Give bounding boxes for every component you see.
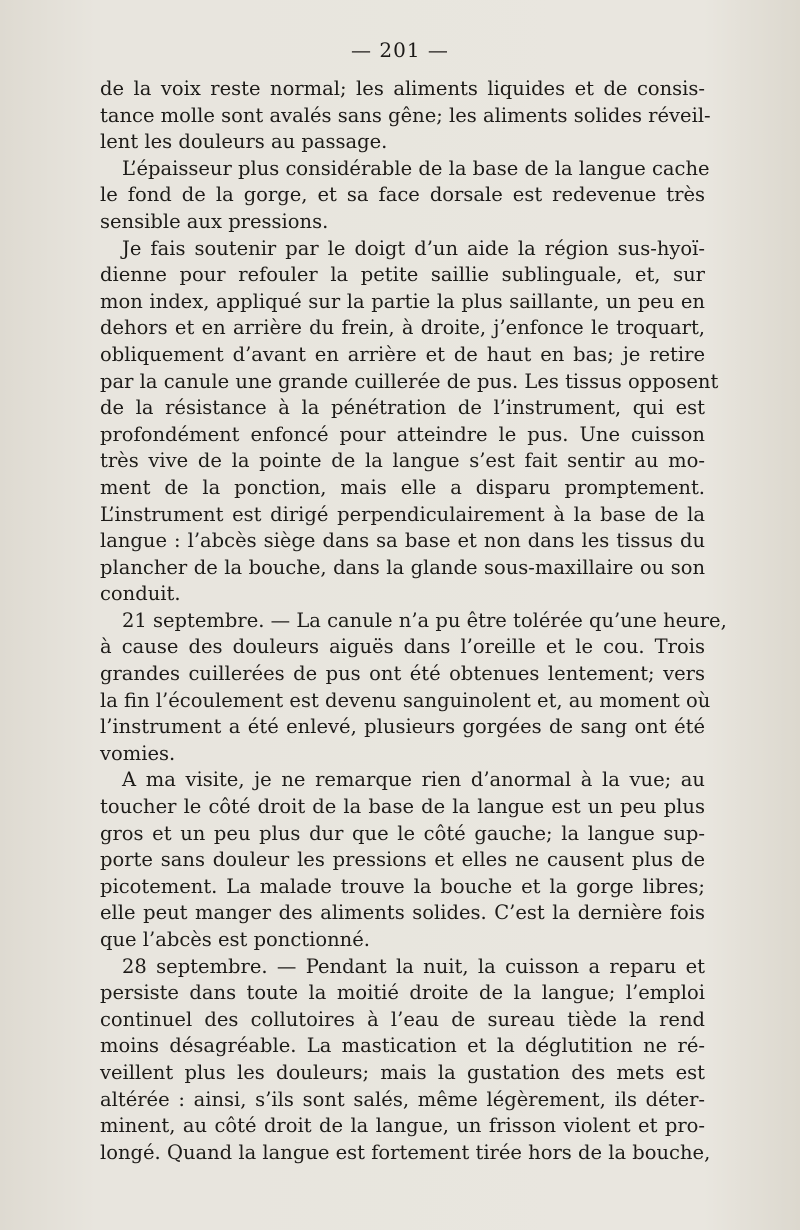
text-line: dienne pour refouler la petite saillie sublinguale, et, sur [100, 263, 705, 287]
text-line: plancher de la bouche, dans la glande sous-maxillaire ou son [100, 555, 705, 579]
text-line: l’instrument a été enlevé, plusieurs gorgées de sang ont été [100, 715, 705, 739]
paragraph [100, 76, 711, 156]
text-line: tance molle sont avalés sans gêne; les aliments solides réveil- [100, 103, 711, 127]
text-line: très vive de la pointe de la langue s’est fait sentir au mo- [100, 449, 705, 473]
text-line: veillent plus les douleurs; mais la gustation des mets est [100, 1060, 705, 1084]
text-line: langue : l’abcès siège dans sa base et non dans les tissus du [100, 529, 705, 553]
text-line: L’épaisseur plus considérable de la base de la langue cache [122, 156, 710, 180]
text-line: 21 septembre. — La canule n’a pu être tolérée qu’une heure, [122, 608, 727, 632]
text-line: vomies. [100, 741, 176, 765]
text-line: A ma visite, je ne remarque rien d’anormal à la vue; au [122, 768, 705, 792]
text-line: toucher le côté droit de la base de la langue est un peu plus [100, 795, 705, 819]
text-line: picotement. La malade trouve la bouche et la gorge libres; [100, 874, 705, 898]
page-body-text [100, 76, 727, 1166]
text-line: ment de la ponction, mais elle a disparu promptement. [100, 475, 705, 499]
text-line: que l’abcès est ponctionné. [100, 928, 370, 951]
text-line: persiste dans toute la moitié droite de la langue; l’emploi [100, 981, 705, 1005]
text-line: porte sans douleur les pressions et elles ne causent plus de [100, 848, 705, 872]
paragraph [100, 767, 705, 953]
page-number: — 201 — [351, 38, 449, 62]
paragraph [100, 608, 727, 768]
text-line: de la voix reste normal; les aliments liquides et de consis- [100, 77, 705, 100]
text-line: dehors et en arrière du frein, à droite, j’enfonce le troquart, [100, 316, 705, 340]
text-line: obliquement d’avant en arrière et de haut en bas; je retire [100, 342, 705, 366]
text-line: elle peut manger des aliments solides. C’est la dernière fois [100, 901, 705, 925]
text-line: moins désagréable. La mastication et la déglutition ne ré- [100, 1034, 705, 1058]
text-line: sensible aux pressions. [100, 209, 329, 233]
text-line: 28 septembre. — Pendant la nuit, la cuisson a reparu et [122, 954, 705, 978]
text-line: Je fais soutenir par le doigt d’un aide la région sus-hyoï- [122, 236, 705, 260]
text-line: L’instrument est dirigé perpendiculairement à la base de la [100, 502, 705, 526]
text-line: longé. Quand la langue est fortement tirée hors de la bouche, [100, 1140, 711, 1164]
paragraph [100, 156, 710, 236]
text-line: gros et un peu plus dur que le côté gauche; la langue sup- [100, 821, 705, 845]
paragraph [100, 236, 719, 608]
text-line: la fin l’écoulement est devenu sanguinolent et, au moment où [100, 688, 711, 712]
text-line: par la canule une grande cuillerée de pus. Les tissus opposent [100, 369, 719, 393]
text-line: à cause des douleurs aiguës dans l’oreille et le cou. Trois [100, 635, 705, 659]
paragraph [100, 954, 711, 1167]
text-line: minent, au côté droit de la langue, un frisson violent et pro- [100, 1114, 705, 1138]
text-line: de la résistance à la pénétration de l’instrument, qui est [100, 396, 705, 420]
text-line: altérée : ainsi, s’ils sont salés, même légèrement, ils déter- [100, 1087, 705, 1111]
text-line: continuel des collutoires à l’eau de sureau tiède la rend [100, 1007, 705, 1031]
text-line: grandes cuillerées de pus ont été obtenues lentement; vers [100, 662, 705, 686]
text-line: mon index, appliqué sur la partie la plus saillante, un peu en [100, 289, 705, 313]
text-line: profondément enfoncé pour atteindre le pus. Une cuisson [100, 422, 705, 446]
text-line: conduit. [100, 582, 181, 606]
text-line: le fond de la gorge, et sa face dorsale est redevenue très [100, 183, 705, 207]
text-line: lent les douleurs au passage. [100, 130, 388, 154]
